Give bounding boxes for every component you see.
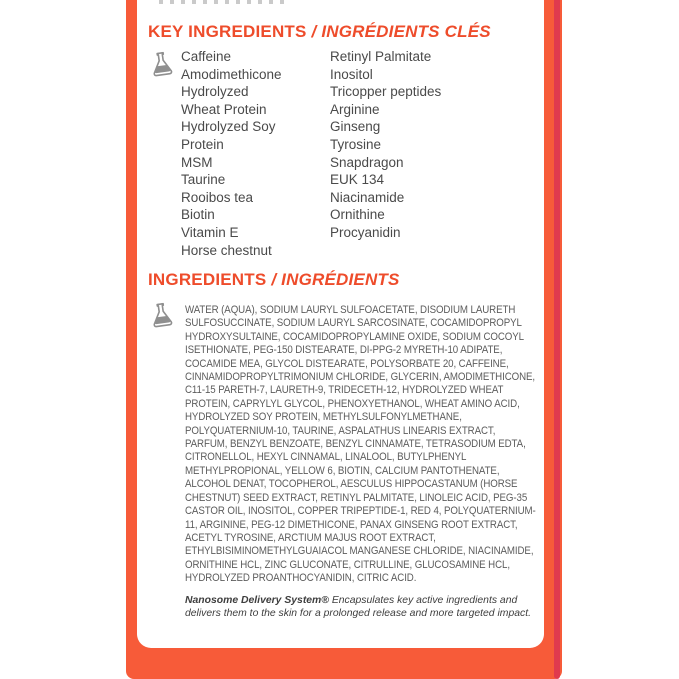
heading-separator: / (266, 270, 282, 289)
key-ingredient-item: Inositol (330, 66, 373, 82)
ingredients-heading-en: INGREDIENTS (148, 270, 267, 289)
ingredients-lower-block (185, 304, 577, 621)
nanosome-note (185, 594, 535, 621)
key-ingredients-column-right (330, 48, 490, 242)
key-ingredient-item: Niacinamide (330, 189, 405, 205)
key-ingredient-item: Taurine (181, 172, 226, 188)
nanosome-note-title: Nanosome Delivery System® (185, 594, 329, 606)
key-ingredient-item: Ginseng (330, 119, 381, 135)
key-ingredient-item: Tricopper peptides (330, 84, 442, 100)
key-ingredient-item: Tyrosine (330, 136, 382, 152)
ingredients-full-list: WATER (AQUA), SODIUM LAURYL SULFOACETATE, DISODIUM LAURETH SULFOSUCCINATE, SODIUM LAURYL SARCOSINATE, COCAMIDOPROPYL HYDROXYSULTAINE, COCAMIDOPROPYLAMINE OXIDE, SODIUM COCOYL ISETHIONATE, PEG-150 DISTEARATE, DI-PPG-2 MYRETH-10 ADIPATE, COCAMIDE MEA, GLYCOL DISTEARATE, POLYSORBATE 20, CAFFEINE, CINNAMIDOPROPYLTRIMONIUM CHLORIDE, GLYCERIN, AMODIMETHICONE, C11-15 PARETH-7, LAURETH-9, TRIDECETH-12, HYDROLYZED WHEAT PROTEIN, CAPRYLYL GLYCOL, PHENOXYETHANOL, WHEAT AMINO ACID, HYDROLYZED SOY PROTEIN, METHYLSULFONYLMETHANE, POLYQUATERNIUM-10, TAURINE, ASPALATHUS LINEARIS EXTRACT, PARFUM, BENZYL BENZOATE, BENZYL CINNAMATE, TETRASODIUM EDTA, CITRONELLOL, HEXYL CINNAMAL, LINALOOL, BUTYLPHENYL METHYLPROPIONAL, YELLOW 6, BIOTIN, CALCIUM PANTOTHENATE, ALCOHOL DENAT, TOCOPHEROL, AESCULUS HIPPOCASTANUM (HORSE CHESTNUT) SEED EXTRACT, RETINYL PALMITATE, LINOLEIC ACID, PEG-35 CASTOR OIL, INOSITOL, COPPER TRIPEPTIDE-1, RED 4, POLYQUATERNIUM-11, ARGININE, PEG-12 DIMETHICONE, PANAX GINSENG ROOT EXTRACT, ACETYL TYROSINE, ARCTIUM MAJUS ROOT EXTRACT, ETHYLBISIMINOMETHYLGUAIACOL MANGANESE CHLORIDE, NIACINAMIDE, ORNITHINE HCL, ZINC GLUCONATE, CITRULLINE, GLUCOSAMINE HCL, HYDROLYZED PROANTHOCYANIDIN, CITRIC ACID. (185, 304, 536, 585)
nanosome-note-body: Encapsulates key active ingredients and delivers them to the skin for a prolonged release and more targeted impact. (185, 594, 531, 620)
package-background (126, 0, 562, 679)
clipped-text-remnant (159, 0, 287, 4)
ingredients-heading-fr: INGRÉDIENTS (281, 270, 400, 289)
key-ingredients-heading (148, 22, 491, 42)
key-ingredient-item: Retinyl Palmitate (330, 49, 432, 64)
key-ingredients-column-left (181, 48, 287, 259)
key-ingredient-item: Hydrolyzed Soy Protein (181, 119, 276, 152)
key-ingredient-item: Arginine (330, 101, 380, 117)
key-ingredient-item: Amodimethicone (181, 66, 282, 82)
key-ingredient-item: Horse chestnut (181, 242, 272, 258)
key-ingredient-item: Ornithine (330, 207, 385, 223)
key-ingredient-item: Rooibos tea (181, 189, 254, 205)
key-ingredient-item: Hydrolyzed Wheat Protein (181, 84, 267, 117)
key-ingredient-item: Vitamin E (181, 224, 239, 240)
key-ingredient-item: MSM (181, 154, 213, 170)
key-ingredients-heading-en: KEY INGREDIENTS (148, 22, 307, 41)
heading-separator: / (306, 22, 322, 41)
label-panel (137, 0, 544, 648)
key-ingredient-item: Snapdragon (330, 154, 404, 170)
key-ingredient-item: Biotin (181, 207, 215, 223)
key-ingredients-heading-fr: INGRÉDIENTS CLÉS (321, 22, 491, 41)
key-ingredient-item: EUK 134 (330, 172, 385, 188)
flask-icon (149, 51, 175, 83)
flask-icon (149, 302, 175, 334)
ingredients-heading (148, 270, 400, 290)
key-ingredient-item: Caffeine (181, 49, 232, 64)
key-ingredient-item: Procyanidin (330, 224, 401, 240)
